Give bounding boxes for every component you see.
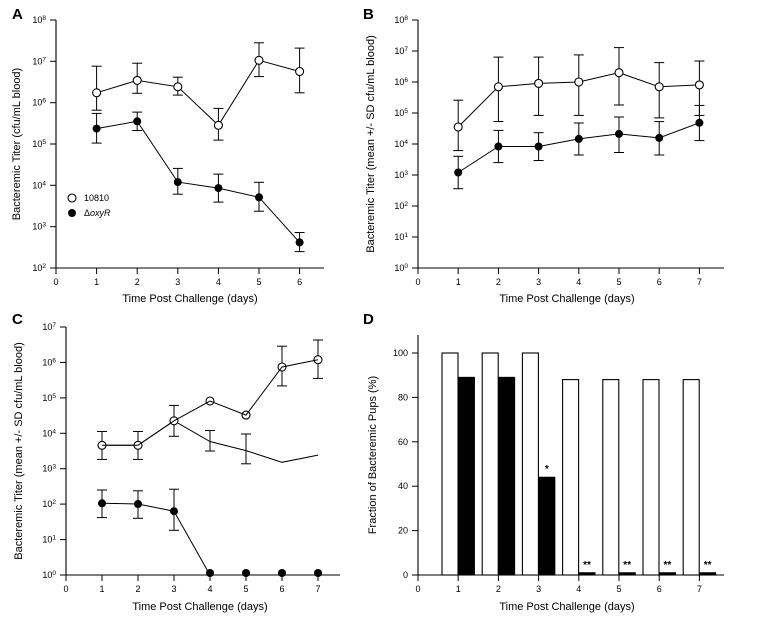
svg-text:1: 1 [455, 584, 461, 594]
svg-text:104: $10^4$ [32, 179, 46, 191]
svg-text:2: 2 [495, 584, 501, 594]
x-tick-labels-d [415, 584, 701, 594]
y-tick-labels-a [32, 15, 46, 274]
svg-text:7: 7 [696, 584, 702, 594]
svg-text:0: 0 [402, 570, 408, 580]
svg-text:6: 6 [297, 277, 303, 287]
y-ticks-b [412, 20, 418, 268]
svg-text:3: 3 [536, 277, 542, 287]
panel-letter-a: A [12, 6, 23, 23]
legend-label-wt: 10810 [84, 193, 110, 203]
x-axis-title-d: Time Post Challenge (days) [499, 601, 635, 613]
svg-text:1: 1 [99, 584, 105, 594]
x-ticks-a [56, 268, 300, 274]
sig-day-3: * [544, 464, 549, 475]
svg-text:6: 6 [656, 584, 662, 594]
sig-day-7: ** [703, 560, 712, 571]
svg-text:5: 5 [243, 584, 249, 594]
y-tick-labels-c [42, 322, 56, 581]
panel-letter-b: B [363, 6, 374, 23]
x-ticks-b [418, 268, 699, 274]
svg-text:60: 60 [397, 436, 408, 447]
svg-text:5: 5 [256, 277, 262, 287]
svg-text:3: 3 [175, 277, 181, 287]
svg-text:1: 1 [94, 277, 100, 287]
error-bars-10810-a [92, 43, 305, 140]
x-tick-labels-a [53, 277, 302, 287]
x-tick-labels-b [415, 277, 701, 287]
svg-text:3: 3 [171, 584, 177, 594]
svg-text:108: $10^8$ [32, 14, 46, 25]
svg-text:102: $10^2$ [32, 262, 46, 273]
y-axis-title-d: Fraction of Bacteremic Pups (%) [367, 375, 379, 535]
svg-text:103: $10^3$ [42, 463, 56, 474]
y-ticks-c [60, 327, 66, 575]
svg-text:100: $10^0$ [42, 569, 56, 580]
sig-day-6: ** [663, 560, 672, 571]
svg-text:101: $10^1$ [42, 534, 56, 545]
x-ticks-d [418, 575, 699, 581]
svg-text:0: 0 [415, 277, 421, 287]
series-markers-oxyr-c [98, 499, 322, 577]
svg-text:104: $10^4$ [394, 138, 408, 149]
svg-text:103: $10^3$ [32, 221, 46, 232]
svg-text:105: $10^5$ [42, 392, 56, 403]
svg-text:80: 80 [397, 392, 408, 403]
chart-panel-c [0, 305, 370, 620]
svg-text:107: $10^7$ [32, 55, 46, 67]
y-ticks-d [412, 353, 418, 575]
y-axis-title-c: Bacteremic Titer (mean +/- SD cfu/mL blood) [13, 342, 25, 560]
x-axis-title-a: Time Post Challenge (days) [122, 293, 258, 305]
svg-text:0: 0 [63, 584, 69, 594]
legend-label-mut: ΔoxyR [84, 208, 111, 218]
svg-text:101: $10^1$ [394, 231, 408, 242]
svg-text:40: 40 [397, 481, 408, 492]
x-tick-labels-c [63, 584, 320, 594]
svg-text:106: $10^6$ [32, 97, 46, 108]
error-bars-oxyr-b [453, 105, 704, 188]
chart-panel-b [352, 0, 757, 310]
error-bars-oxyr-a [92, 112, 305, 252]
svg-text:2: 2 [495, 277, 501, 287]
series-line-oxyr-a [97, 121, 300, 242]
bars-10810-d [442, 353, 699, 575]
panel-letter-c: C [12, 311, 23, 328]
svg-text:102: $10^2$ [394, 200, 408, 211]
svg-text:2: 2 [135, 584, 141, 594]
svg-text:5: 5 [616, 277, 622, 287]
svg-text:105: $10^5$ [32, 138, 46, 149]
svg-text:107: $10^7$ [42, 321, 56, 332]
svg-text:108: $10^8$ [394, 14, 408, 25]
y-tick-labels-b [394, 15, 408, 274]
svg-text:106: $10^6$ [42, 356, 56, 368]
series-line-oxyr-c [102, 503, 318, 575]
svg-text:7: 7 [315, 584, 321, 594]
svg-text:2: 2 [134, 277, 140, 287]
svg-text:6: 6 [656, 277, 662, 287]
svg-text:1: 1 [455, 277, 461, 287]
svg-text:3: 3 [536, 584, 542, 594]
svg-text:103: $10^3$ [394, 169, 408, 180]
x-axis-title-b: Time Post Challenge (days) [499, 293, 635, 305]
x-axis-title-c: Time Post Challenge (days) [132, 601, 268, 613]
chart-panel-a [0, 0, 370, 310]
svg-text:5: 5 [616, 584, 622, 594]
y-axis-title-b: Bacteremic Titer (mean +/- SD cfu/mL blood) [365, 35, 377, 253]
y-tick-labels-d [393, 348, 408, 580]
svg-text:4: 4 [215, 277, 221, 287]
svg-text:0: 0 [53, 277, 59, 287]
svg-text:4: 4 [576, 277, 582, 287]
series-markers-10810-a [93, 56, 304, 129]
chart-panel-d [352, 305, 757, 620]
sig-day-4: ** [583, 560, 591, 571]
series-markers-oxyr-a [93, 117, 304, 246]
svg-text:7: 7 [696, 277, 702, 287]
svg-text:104: $10^4$ [42, 427, 56, 439]
svg-text:100: $10^0$ [394, 262, 408, 273]
series-line-10810-a [97, 60, 300, 125]
svg-text:20: 20 [397, 525, 408, 536]
svg-text:100: 100 [392, 348, 408, 358]
svg-text:105: $10^5$ [394, 107, 408, 118]
y-axis-title-a: Bacteremic Titer (cfu/mL blood) [11, 67, 23, 221]
svg-text:102: $10^2$ [42, 498, 56, 510]
svg-text:6: 6 [279, 584, 285, 594]
svg-text:106: $10^6$ [394, 76, 408, 87]
y-ticks-a [50, 20, 56, 268]
sig-day-5: ** [623, 560, 632, 571]
svg-text:107: $10^7$ [394, 45, 408, 56]
panel-letter-d: D [363, 311, 374, 328]
svg-text:4: 4 [207, 584, 213, 594]
svg-text:0: 0 [415, 584, 421, 594]
legend-a [62, 188, 134, 222]
svg-text:4: 4 [576, 584, 582, 594]
